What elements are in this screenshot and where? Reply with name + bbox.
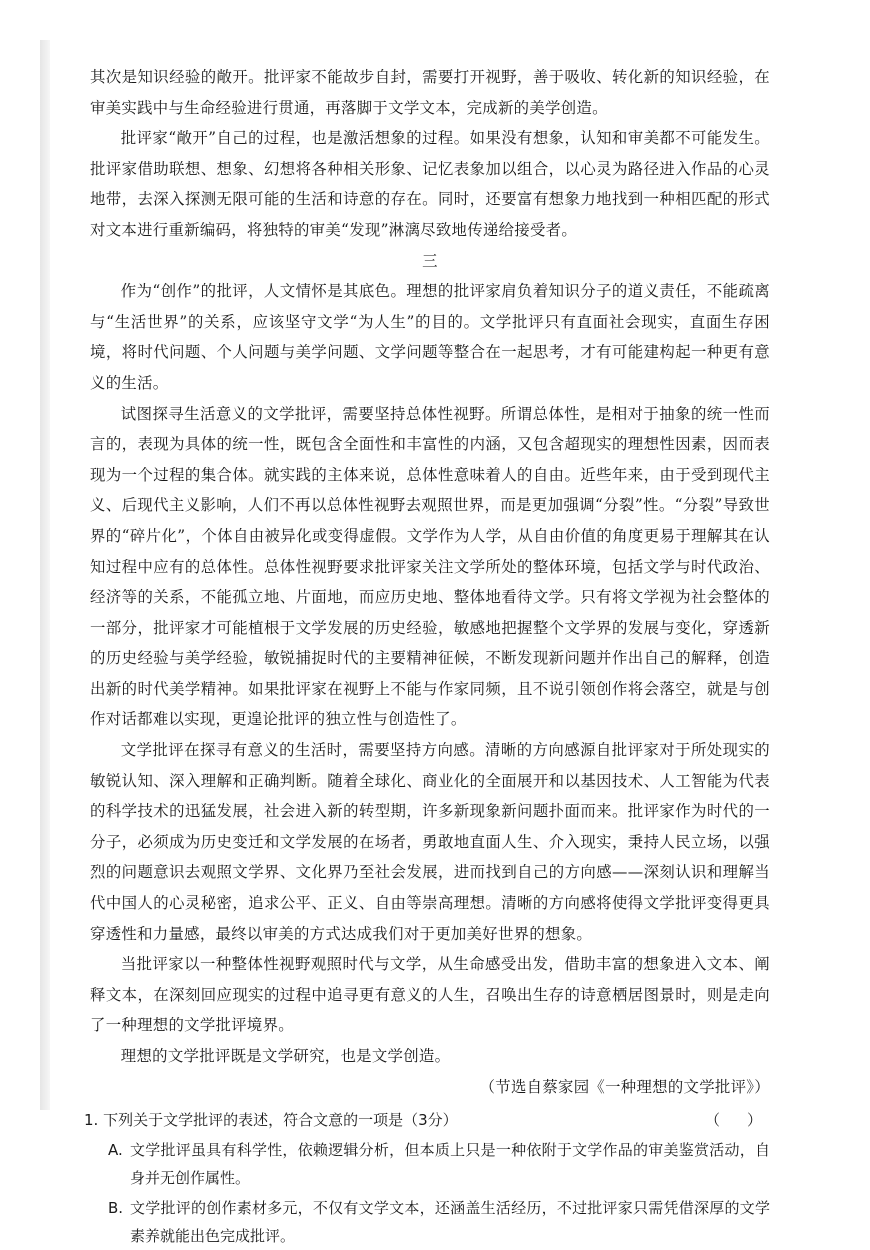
paragraph-conclusion: 理想的文学批评既是文学研究，也是文学创造。 bbox=[120, 1047, 451, 1065]
scan-edge bbox=[40, 40, 50, 1110]
option-a bbox=[90, 1136, 770, 1192]
option-letter: B. bbox=[108, 1199, 124, 1218]
paragraph-knowledge-openness: 其次是知识经验的敞开。批评家不能故步自封，需要打开视野，善于吸收、转化新的知识经验，在审美实践中与生命经验进行贯通，再落脚于文学文本，完成新的美学创造。 bbox=[90, 68, 770, 117]
source-citation: （节选自蔡家园《一种理想的文学批评》） bbox=[479, 1077, 770, 1096]
paragraph-direction: 文学批评在探寻有意义的生活时，需要坚持方向感。清晰的方向感源自批评家对于所处现实的敏锐认知、深入理解和正确判断。随着全球化、商业化的全面展开和以基因技术、人工智能为代表的科学技术的迅猛发展，社会进入新的转型期，许多新现象新问题扑面而来。批评家作为时代的一分子，必须成为历史变迁和文学发展的在场者，勇敢地直面人生、介入现实，秉持人民立场，以强烈的问题意识去观照文学界、文化界乃至社会发展，进而找到自己的方向感——深刻认识和理解当代中国人的心灵秘密，追求公平、正义、自由等崇高理想。清晰的方向感将使得文学批评变得更具穿透性和力量感，最终以审美的方式达成我们对于更加美好世界的想象。 bbox=[90, 741, 770, 943]
question-1 bbox=[84, 1106, 770, 1250]
exam-page bbox=[84, 62, 770, 1250]
option-text: 文学批评的创作素材多元，不仅有文学文本，还涵盖生活经历，不过批评家只需凭借深厚的文学素养就能出色完成批评。 bbox=[130, 1199, 770, 1246]
answer-bracket[interactable]: （ ） bbox=[704, 1111, 768, 1130]
paragraph-ideal-realm: 当批评家以一种整体性视野观照时代与文学，从生命感受出发，借助丰富的想象进入文本、阐释文本，在深刻回应现实的过程中追寻更有意义的人生，召唤出生存的诗意栖居图景时，则是走向了一种理想的文学批评境界。 bbox=[90, 955, 770, 1035]
question-stem: 1. 下列关于文学批评的表述，符合文意的一项是（3分） bbox=[84, 1111, 458, 1130]
option-b bbox=[90, 1194, 770, 1250]
section-number: 三 bbox=[422, 251, 438, 270]
paragraph-humanistic: 作为“创作”的批评，人文情怀是其底色。理想的批评家肩负着知识分子的道义责任，不能疏离与“生活世界”的关系，应该坚守文学“为人生”的目的。文学批评只有直面社会现实，直面生存困境，将时代问题、个人问题与美学问题、文学问题等整合在一起思考，才有可能建构起一种更有意义的生活。 bbox=[90, 282, 770, 392]
option-text: 文学批评虽具有科学性，依赖逻辑分析，但本质上只是一种依附于文学作品的审美鉴赏活动，自身并无创作属性。 bbox=[130, 1141, 770, 1188]
option-letter: A. bbox=[108, 1141, 123, 1160]
paragraph-totality: 试图探寻生活意义的文学批评，需要坚持总体性视野。所谓总体性，是相对于抽象的统一性而言的，表现为具体的统一性，既包含全面性和丰富性的内涵，又包含超现实的理想性因素，因而表现为一个过程的集合体。就实践的主体来说，总体性意味着人的自由。近些年来，由于受到现代主义、后现代主义影响，人们不再以总体性视野去观照世界，而是更加强调“分裂”性。“分裂”导致世界的“碎片化”，个体自由被异化或变得虚假。文学作为人学，从自由价值的角度更易于理解其在认知过程中应有的总体性。总体性视野要求批评家关注文学所处的整体环境，包括文学与时代政治、经济等的关系，不能孤立地、片面地，而应历史地、整体地看待文学。只有将文学视为社会整体的一部分，批评家才可能植根于文学发展的历史经验，敏感地把握整个文学界的发展与变化，穿透新的历史经验与美学经验，敏锐捕捉时代的主要精神征候，不断发现新问题并作出自己的解释，创造出新的时代美学精神。如果批评家在视野上不能与作家同频，且不说引领创作将会落空，就是与创作对话都难以实现，更遑论批评的独立性与创造性了。 bbox=[90, 404, 770, 729]
paragraph-imagination: 批评家“敞开”自己的过程，也是激活想象的过程。如果没有想象，认知和审美都不可能发生。批评家借助联想、想象、幻想将各种相关形象、记忆表象加以组合，以心灵为路径进入作品的心灵地带，去深入探测无限可能的生活和诗意的存在。同时，还要富有想象力地找到一种相匹配的形式对文本进行重新编码，将独特的审美“发现”淋漓尽致地传递给接受者。 bbox=[90, 129, 770, 239]
question-header bbox=[84, 1106, 770, 1134]
